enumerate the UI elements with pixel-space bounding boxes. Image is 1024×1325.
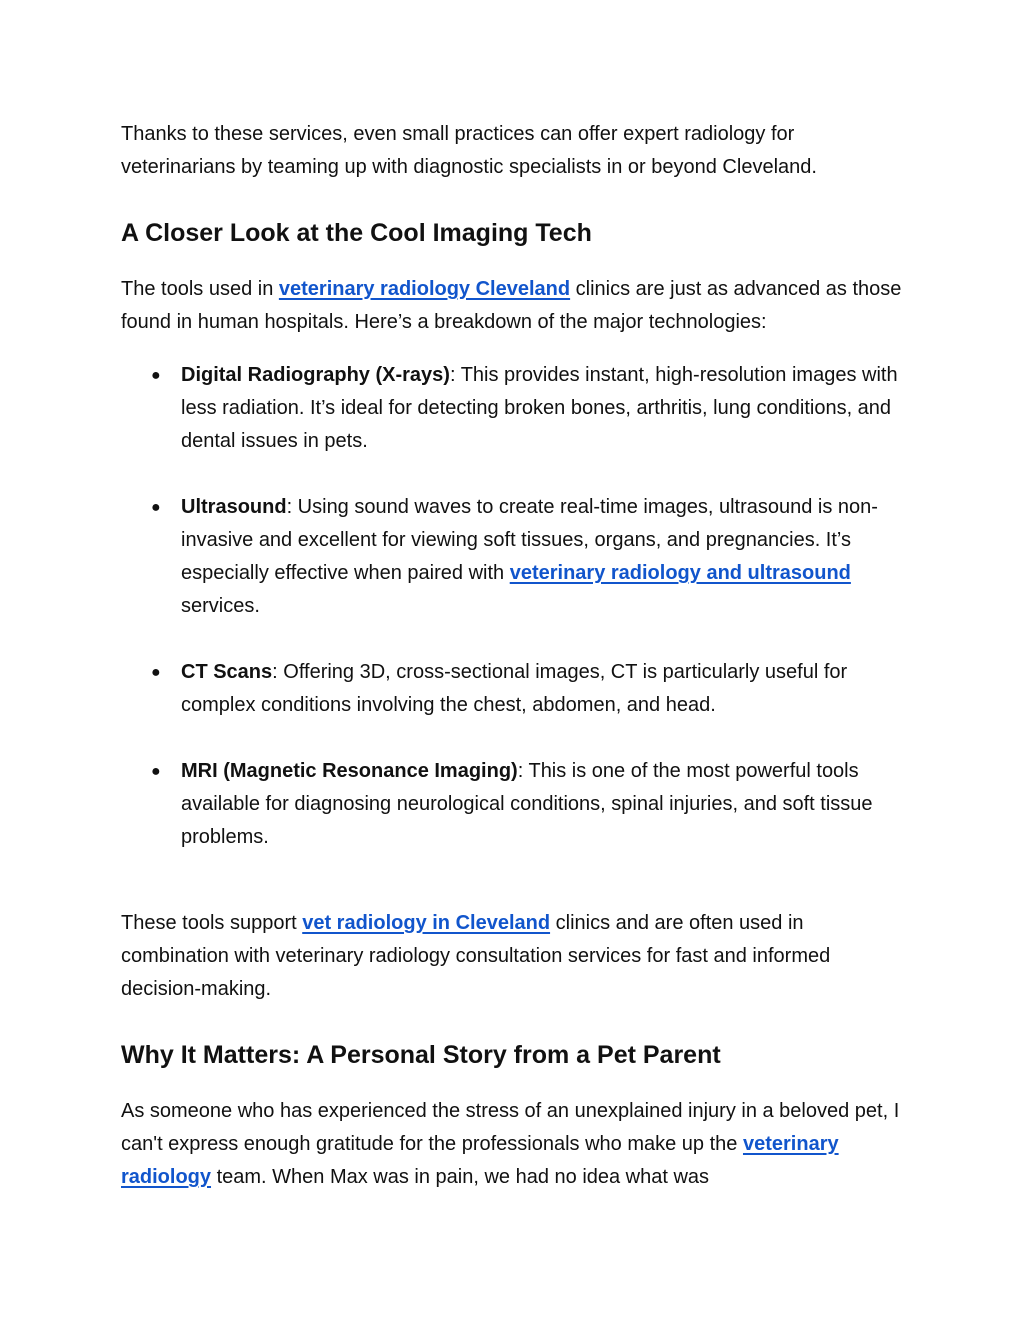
bullet-icon: ● [151, 367, 161, 384]
link-veterinary-radiology[interactable]: veterinary radiology [121, 1133, 839, 1188]
list-item-mri [151, 755, 906, 854]
tools-outro-text-after: clinics and are often used in combination with veterinary radiology consultation services for fast and informed decision-making. [121, 912, 831, 1000]
desc-digital-radiography: : This provides instant, high-resolution images with less radiation. It’s ideal for detecting broken bones, arthritis, lung conditions, and dental issues in pets. [181, 364, 898, 452]
bullet-icon: ● [151, 763, 161, 780]
bullet-icon: ● [151, 499, 161, 516]
imaging-tech-list [121, 359, 906, 854]
desc-ultrasound: : Using sound waves to create real-time images, ultrasound is non-invasive and excellent for viewing soft tissues, organs, and pregnancies. It’s especially effective when paired with [181, 496, 878, 584]
desc-mri: : This is one of the most powerful tools available for diagnosing neurological conditions, spinal injuries, and soft tissue problems. [181, 760, 873, 848]
term-digital-radiography: Digital Radiography (X-rays) [181, 364, 450, 386]
link-veterinary-radiology-cleveland[interactable]: veterinary radiology Cleveland [278, 278, 571, 300]
heading-imaging-tech: A Closer Look at the Cool Imaging Tech [121, 219, 592, 247]
term-ultrasound: Ultrasound [181, 496, 287, 518]
document-page [121, 118, 906, 1194]
term-mri: MRI (Magnetic Resonance Imaging) [181, 760, 518, 782]
bullet-icon: ● [151, 664, 161, 681]
tools-intro-paragraph [121, 273, 906, 339]
desc-ultrasound-after: services. [181, 595, 260, 617]
link-veterinary-radiology-and-ultrasound[interactable]: veterinary radiology and ultrasound [509, 562, 851, 584]
desc-ct-scans: : Offering 3D, cross-sectional images, CT is particularly useful for complex conditions involving the chest, abdomen, and head. [181, 661, 848, 716]
tools-intro-text-before: The tools used in [121, 278, 279, 300]
tools-outro-text-before: These tools support [121, 912, 303, 934]
term-ct-scans: CT Scans [181, 661, 273, 683]
story-text-before: As someone who has experienced the stress of an unexplained injury in a beloved pet, I can't express enough gratitude for the professionals who make up the [121, 1100, 900, 1155]
intro-paragraph: Thanks to these services, even small practices can offer expert radiology for veterinarians by teaming up with diagnostic specialists in or beyond Cleveland. [121, 123, 817, 178]
heading-personal-story: Why It Matters: A Personal Story from a Pet Parent [121, 1041, 721, 1069]
tools-intro-text-after: clinics are just as advanced as those found in human hospitals. Here’s a breakdown of the major technologies: [121, 278, 902, 333]
story-paragraph [121, 1095, 906, 1194]
list-item-ct-scans [151, 656, 906, 722]
list-item-digital-radiography [151, 359, 906, 458]
list-item-ultrasound [151, 491, 906, 623]
tools-outro-paragraph [121, 907, 906, 1006]
story-text-after: team. When Max was in pain, we had no idea what was [211, 1166, 710, 1188]
link-vet-radiology-in-cleveland[interactable]: vet radiology in Cleveland [302, 912, 551, 934]
